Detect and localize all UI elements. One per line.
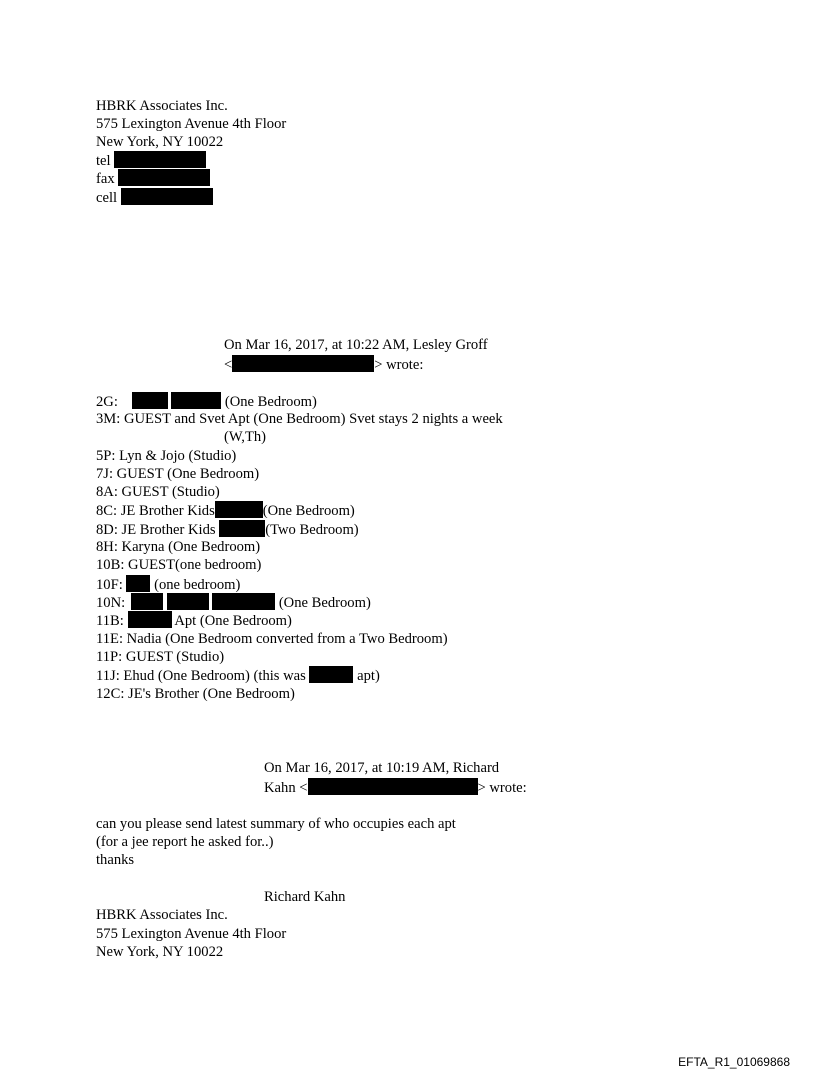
list-item: 7J: GUEST (One Bedroom) xyxy=(96,466,260,482)
tel-label: tel xyxy=(96,153,111,169)
reply2-header-email: Kahn < > wrote: xyxy=(264,780,527,796)
document-id: EFTA_R1_01069868 xyxy=(678,1055,790,1069)
sig-name: Richard Kahn xyxy=(264,889,346,905)
list-item: 8D: JE Brother Kids (Two Bedroom) xyxy=(96,522,359,538)
sig-tel-line xyxy=(96,151,206,170)
message-body-line: thanks xyxy=(96,852,135,868)
redaction-block xyxy=(132,392,168,409)
sig-company: HBRK Associates Inc. xyxy=(96,907,228,923)
reply1-header: On Mar 16, 2017, at 10:22 AM, Lesley Groff xyxy=(224,337,488,353)
redaction-block xyxy=(215,501,263,518)
redaction-block xyxy=(167,593,209,610)
list-item: 8H: Karyna (One Bedroom) xyxy=(96,539,261,555)
list-item: 8A: GUEST (Studio) xyxy=(96,484,220,500)
redaction-block xyxy=(308,778,478,795)
sig-fax-line xyxy=(96,169,210,188)
redaction-block xyxy=(232,355,374,372)
fax-label: fax xyxy=(96,171,115,187)
redaction-block xyxy=(219,520,265,537)
list-item: 11P: GUEST (Studio) xyxy=(96,649,225,665)
sig-city: New York, NY 10022 xyxy=(96,134,224,150)
redaction-block xyxy=(131,593,163,610)
list-item: (W,Th) xyxy=(224,429,267,445)
list-item: 11J: Ehud (One Bedroom) (this was apt) xyxy=(96,668,380,684)
list-item: 10F: (one bedroom) xyxy=(96,577,241,593)
redaction-block xyxy=(114,151,206,168)
list-item: 11E: Nadia (One Bedroom converted from a Two Bedroom) xyxy=(96,631,448,647)
sig-company: HBRK Associates Inc. xyxy=(96,98,228,114)
sig-city: New York, NY 10022 xyxy=(96,944,224,960)
reply1-header-email: < > wrote: xyxy=(224,357,424,373)
cell-label: cell xyxy=(96,190,118,206)
redaction-block xyxy=(121,188,213,205)
redaction-block xyxy=(128,611,172,628)
list-item: 5P: Lyn & Jojo (Studio) xyxy=(96,448,237,464)
message-body-line: can you please send latest summary of who occupies each apt xyxy=(96,816,456,832)
list-item: 12C: JE's Brother (One Bedroom) xyxy=(96,686,295,702)
redaction-block xyxy=(171,392,221,409)
list-item: 10N: (One Bedroom) xyxy=(96,595,371,611)
sig-address: 575 Lexington Avenue 4th Floor xyxy=(96,116,287,132)
redaction-block xyxy=(118,169,210,186)
sig-cell-line xyxy=(96,188,213,207)
redaction-block xyxy=(212,593,275,610)
list-item: 11B: Apt (One Bedroom) xyxy=(96,613,292,629)
list-item: 3M: GUEST and Svet Apt (One Bedroom) Svet stays 2 nights a week xyxy=(96,411,503,427)
message-body-line: (for a jee report he asked for..) xyxy=(96,834,274,850)
sig-address: 575 Lexington Avenue 4th Floor xyxy=(96,926,287,942)
redaction-block xyxy=(309,666,353,683)
list-item: 2G: (One Bedroom) xyxy=(96,394,317,410)
reply2-header: On Mar 16, 2017, at 10:19 AM, Richard xyxy=(264,760,500,776)
list-item: 8C: JE Brother Kids (One Bedroom) xyxy=(96,503,355,519)
redaction-block xyxy=(126,575,150,592)
list-item: 10B: GUEST(one bedroom) xyxy=(96,557,262,573)
